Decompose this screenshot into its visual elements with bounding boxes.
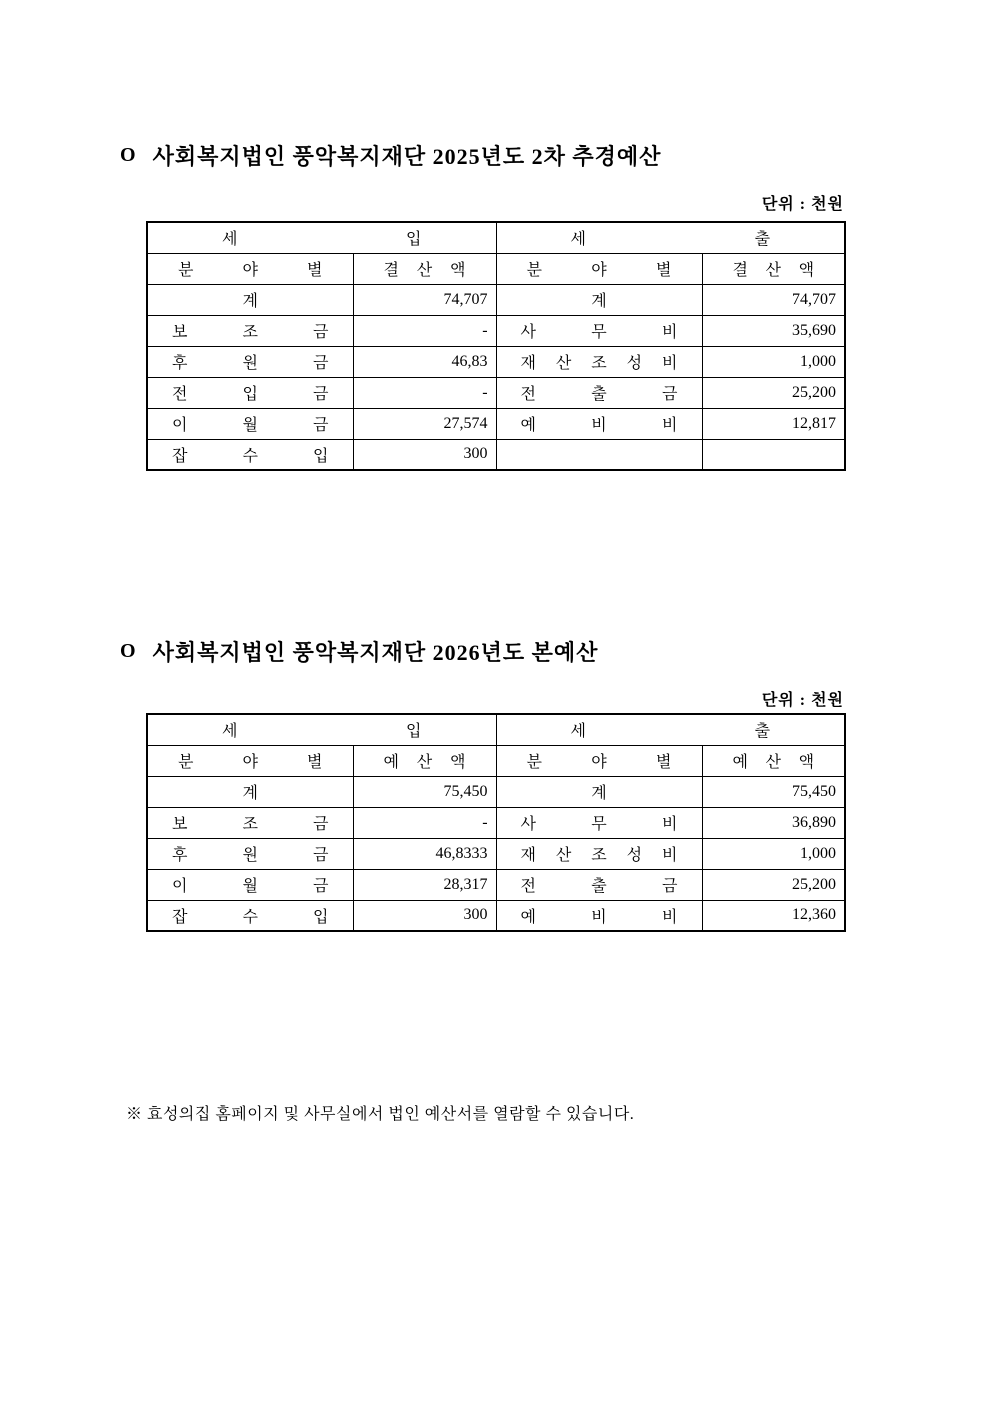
revenue-category-cell: 보 조 금 [147, 807, 353, 838]
expense-amount-cell: 25,200 [702, 377, 845, 408]
revenue-amount-cell: - [353, 807, 496, 838]
expense-amount-cell: 74,707 [702, 284, 845, 315]
expense-amount-cell: 75,450 [702, 776, 845, 807]
expense-category-cell: 계 [496, 284, 702, 315]
table-subheader-row [147, 745, 845, 776]
revenue-amount-cell: - [353, 315, 496, 346]
revenue-header-cell: 세 입 [147, 714, 496, 745]
expense-category-cell: 사 무 비 [496, 315, 702, 346]
expense-category-header: 분 야 별 [496, 253, 702, 284]
table-row [147, 377, 845, 408]
expense-category-cell: 예 비 비 [496, 900, 702, 931]
revenue-amount-cell: 300 [353, 439, 496, 470]
revenue-category-cell: 전 입 금 [147, 377, 353, 408]
table-row [147, 807, 845, 838]
table-header-row [147, 222, 845, 253]
expense-category-cell: 재 산 조 성 비 [496, 838, 702, 869]
expense-amount-cell: 36,890 [702, 807, 845, 838]
revenue-category-cell: 보 조 금 [147, 315, 353, 346]
table-row [147, 284, 845, 315]
expense-amount-cell: 25,200 [702, 869, 845, 900]
revenue-amount-cell: 46,8333 [353, 838, 496, 869]
revenue-amount-cell: 46,83 [353, 346, 496, 377]
revenue-amount-cell: 74,707 [353, 284, 496, 315]
circle-bullet-icon: O [120, 640, 137, 662]
table-row [147, 408, 845, 439]
table-row [147, 346, 845, 377]
revenue-category-cell: 계 [147, 776, 353, 807]
expense-category-header: 분 야 별 [496, 745, 702, 776]
circle-bullet-icon: O [120, 144, 137, 166]
expense-category-cell: 사 무 비 [496, 807, 702, 838]
footnote: ※ 효성의집 홈페이지 및 사무실에서 법인 예산서를 열람할 수 있습니다. [126, 1106, 635, 1123]
expense-amount-cell: 12,360 [702, 900, 845, 931]
expense-category-cell: 예 비 비 [496, 408, 702, 439]
section1-unit-label: 단위 : 천원 [761, 196, 844, 213]
table-header-row [147, 714, 845, 745]
table-row [147, 869, 845, 900]
section1-title: 사회복지법인 풍악복지재단 2025년도 2차 추경예산 [152, 144, 662, 169]
expense-amount-cell: 1,000 [702, 838, 845, 869]
revenue-amount-cell: 75,450 [353, 776, 496, 807]
revenue-amount-cell: 27,574 [353, 408, 496, 439]
section2-unit-label: 단위 : 천원 [761, 692, 844, 709]
section1-title-row [120, 140, 661, 171]
expense-amount-cell: 1,000 [702, 346, 845, 377]
revenue-category-cell: 이 월 금 [147, 408, 353, 439]
revenue-category-header: 분 야 별 [147, 253, 353, 284]
section2-title: 사회복지법인 풍악복지재단 2026년도 본예산 [152, 640, 599, 665]
table-row [147, 439, 845, 470]
revenue-header-cell: 세 입 [147, 222, 496, 253]
expense-amount-cell: 35,690 [702, 315, 845, 346]
expense-amount-header: 예 산 액 [702, 745, 845, 776]
expense-category-cell: 전 출 금 [496, 869, 702, 900]
expense-amount-header: 결 산 액 [702, 253, 845, 284]
expense-amount-cell: 12,817 [702, 408, 845, 439]
revenue-amount-cell: 300 [353, 900, 496, 931]
revenue-category-header: 분 야 별 [147, 745, 353, 776]
revenue-category-cell: 이 월 금 [147, 869, 353, 900]
revenue-amount-header: 예 산 액 [353, 745, 496, 776]
budget-table-2026 [146, 713, 846, 932]
revenue-amount-header: 결 산 액 [353, 253, 496, 284]
expense-category-cell: 계 [496, 776, 702, 807]
revenue-amount-cell: - [353, 377, 496, 408]
expense-category-cell: 재 산 조 성 비 [496, 346, 702, 377]
revenue-category-cell: 후 원 금 [147, 346, 353, 377]
expense-header-cell: 세 출 [496, 222, 845, 253]
revenue-category-cell: 잡 수 입 [147, 900, 353, 931]
expense-header-cell: 세 출 [496, 714, 845, 745]
table-subheader-row [147, 253, 845, 284]
revenue-amount-cell: 28,317 [353, 869, 496, 900]
table-row [147, 315, 845, 346]
revenue-category-cell: 계 [147, 284, 353, 315]
revenue-category-cell: 잡 수 입 [147, 439, 353, 470]
section2-title-row [120, 636, 598, 667]
expense-amount-cell [702, 439, 845, 470]
revenue-category-cell: 후 원 금 [147, 838, 353, 869]
expense-category-cell [496, 439, 702, 470]
table-row [147, 900, 845, 931]
expense-category-cell: 전 출 금 [496, 377, 702, 408]
budget-table-2025 [146, 221, 846, 471]
table-row [147, 776, 845, 807]
table-row [147, 838, 845, 869]
